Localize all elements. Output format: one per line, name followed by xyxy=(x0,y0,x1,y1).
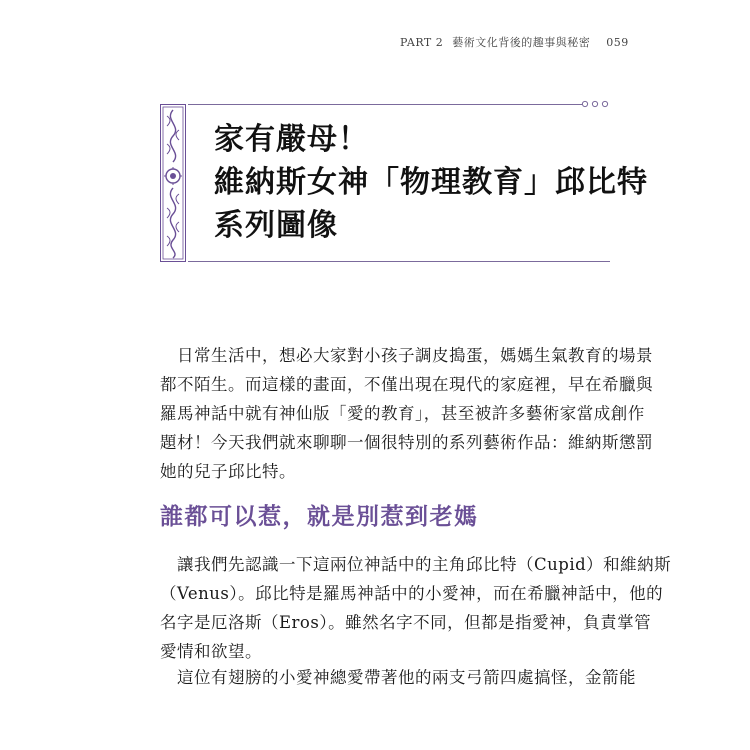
header-section-title: 藝術文化背後的趣事與秘密 xyxy=(452,36,591,49)
paragraph-line: 她的兒子邱比特。 xyxy=(160,462,296,481)
header-part-label: PART 2 xyxy=(400,36,444,49)
paragraph-line: 愛情和欲望。 xyxy=(160,642,262,661)
paragraph-line: 都不陌生。而這樣的畫面，不僅出現在現代的家庭裡，早在希臘與 xyxy=(160,375,653,394)
paragraph-line: 名字是厄洛斯（Eros）。雖然名字不同，但都是指愛神，負責掌管 xyxy=(160,613,652,632)
paragraph-line: 這位有翅膀的小愛神總愛帶著他的兩支弓箭四處搞怪，金箭能 xyxy=(177,668,636,687)
paragraph-line: 讓我們先認識一下這兩位神話中的主角邱比特（Cupid）和維納斯 xyxy=(177,555,672,574)
title-line: 系列圖像 xyxy=(214,208,338,243)
title-top-rule xyxy=(188,104,584,105)
title-line: 維納斯女神「物理教育」邱比特 xyxy=(214,165,648,200)
ornament-border-icon xyxy=(160,104,186,262)
decorative-dots-icon xyxy=(580,99,610,109)
chapter-title xyxy=(214,118,648,247)
paragraph-line: 日常生活中，想必大家對小孩子調皮搗蛋，媽媽生氣教育的場景 xyxy=(177,346,653,365)
paragraph-line: 題材！今天我們就來聊聊一個很特別的系列藝術作品：維納斯懲罰 xyxy=(160,433,653,452)
section-paragraph-2 xyxy=(160,663,636,692)
running-header xyxy=(400,34,629,50)
paragraph-line: （Venus）。邱比特是羅馬神話中的小愛神，而在希臘神話中，他的 xyxy=(160,584,664,603)
section-heading: 誰都可以惹，就是別惹到老媽 xyxy=(160,503,479,530)
title-bottom-rule xyxy=(188,261,610,262)
section-paragraph-1 xyxy=(160,550,672,666)
chapter-title-box xyxy=(160,104,648,262)
intro-paragraph xyxy=(160,341,653,486)
page-number: 059 xyxy=(606,36,629,49)
paragraph-line: 羅馬神話中就有神仙版「愛的教育」，甚至被許多藝術家當成創作 xyxy=(160,404,645,423)
title-line: 家有嚴母！ xyxy=(214,122,369,157)
